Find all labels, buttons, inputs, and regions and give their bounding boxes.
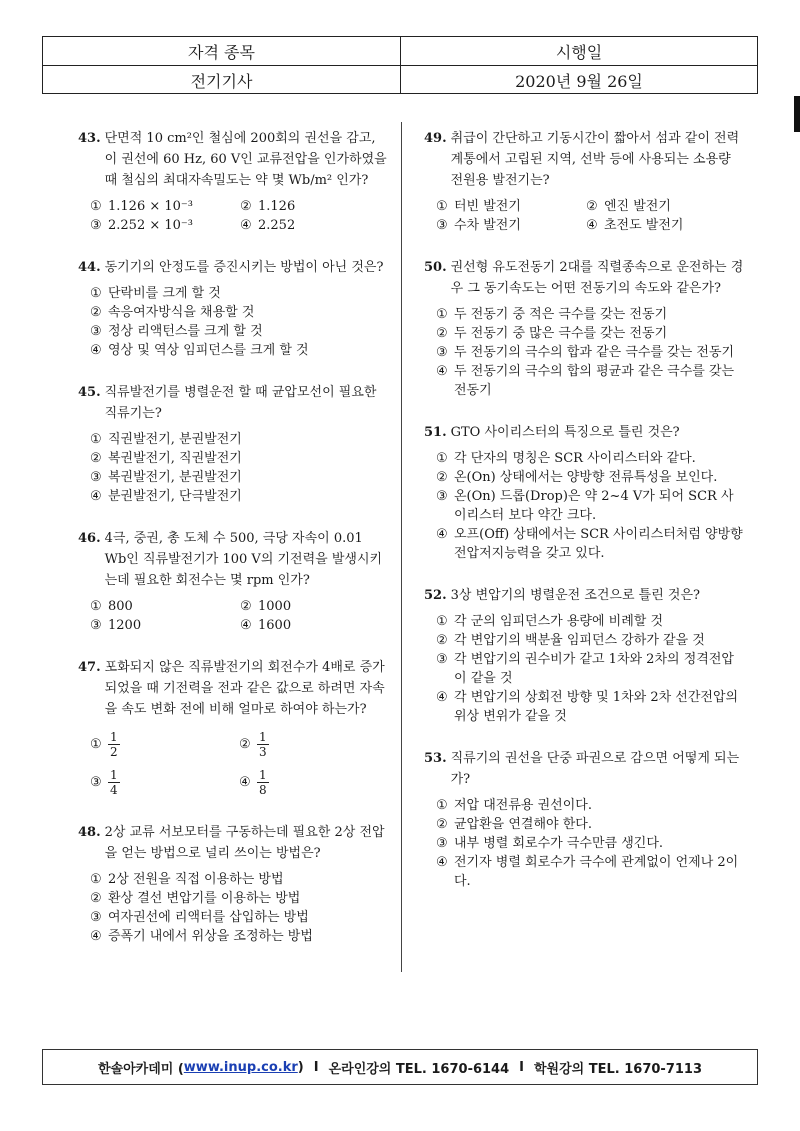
option-mark: ① — [436, 307, 448, 322]
option-2[interactable] — [90, 889, 388, 908]
option-4[interactable] — [436, 688, 744, 726]
option-text: 오프(Off) 상태에서는 SCR 사이리스터처럼 양방향 전압저지능력을 갖고 있다. — [454, 527, 743, 561]
option-2[interactable] — [436, 324, 744, 343]
question-text: 4극, 중권, 총 도체 수 500, 극당 자속이 0.01 Wb인 직류발전기가 100 V의 기전력을 발생시키는데 필요한 회전수는 몇 rpm 인가? — [104, 531, 383, 588]
question-43 — [78, 128, 388, 235]
question-53 — [424, 748, 744, 891]
option-text: 분권발전기, 단극발전기 — [108, 489, 242, 504]
question-number: 47. — [78, 660, 101, 675]
option-list — [90, 430, 388, 506]
option-4[interactable] — [90, 341, 388, 360]
option-list — [90, 726, 388, 800]
footer-academy-close: ) — [297, 1059, 304, 1075]
option-mark: ③ — [436, 489, 448, 504]
option-text: 두 전동기의 극수의 합의 평균과 같은 극수를 갖는 전동기 — [454, 364, 735, 398]
option-mark: ② — [436, 470, 448, 485]
option-3[interactable] — [90, 216, 240, 235]
question-number: 49. — [424, 131, 447, 146]
option-mark: ③ — [436, 836, 448, 851]
option-4[interactable] — [239, 768, 388, 797]
option-list — [436, 197, 744, 235]
option-list — [90, 597, 388, 635]
option-text: 엔진 발전기 — [604, 199, 671, 214]
option-mark: ③ — [436, 345, 448, 360]
fraction-denominator: 8 — [259, 782, 267, 797]
option-text: 각 단자의 명칭은 SCR 사이리스터와 같다. — [454, 451, 696, 466]
option-3[interactable] — [436, 343, 744, 362]
option-3[interactable] — [90, 322, 388, 341]
option-mark: ④ — [90, 343, 102, 358]
option-mark: ② — [436, 326, 448, 341]
option-2[interactable] — [90, 449, 388, 468]
option-mark: ③ — [90, 218, 102, 233]
option-text: 환상 결선 변압기를 이용하는 방법 — [108, 891, 301, 906]
option-mark: ① — [436, 451, 448, 466]
fraction-numerator: 1 — [259, 767, 267, 782]
question-text: GTO 사이리스터의 특징으로 틀린 것은? — [450, 425, 680, 440]
option-3[interactable] — [436, 834, 744, 853]
option-1[interactable] — [90, 870, 388, 889]
option-2[interactable] — [436, 815, 744, 834]
right-column — [424, 128, 744, 913]
option-text: 각 변압기의 백분율 임피던스 강하가 같을 것 — [454, 633, 705, 648]
option-3[interactable] — [436, 216, 586, 235]
option-mark: ① — [436, 199, 448, 214]
option-list — [436, 612, 744, 726]
option-mark: ④ — [239, 774, 251, 790]
option-mark: ① — [90, 736, 102, 752]
option-3[interactable] — [90, 908, 388, 927]
option-mark: ③ — [436, 652, 448, 667]
fraction — [257, 768, 269, 797]
question-text: 2상 교류 서보모터를 구동하는데 필요한 2상 전압을 얻는 방법으로 널리 쓰이는 방법은? — [104, 825, 385, 861]
fraction — [257, 730, 269, 759]
option-text: 2.252 × 10⁻³ — [108, 218, 193, 233]
option-4[interactable] — [90, 487, 388, 506]
question-text: 직류기의 권선을 단중 파권으로 감으면 어떻게 되는가? — [450, 751, 740, 787]
question-number: 43. — [78, 131, 101, 146]
fraction-denominator: 3 — [259, 744, 267, 759]
option-mark: ② — [436, 817, 448, 832]
option-3[interactable] — [90, 468, 388, 487]
header-label-date: 시행일 — [400, 37, 757, 65]
fraction — [108, 768, 120, 797]
option-mark: ① — [436, 614, 448, 629]
header-date-value: 2020년 9월 26일 — [400, 66, 757, 94]
option-1[interactable] — [90, 430, 388, 449]
fraction-numerator: 1 — [110, 767, 118, 782]
option-text: 2.252 — [258, 218, 296, 233]
option-text: 두 전동기 중 많은 극수를 갖는 전동기 — [454, 326, 668, 341]
option-mark: ④ — [436, 527, 448, 542]
option-text: 각 변압기의 권수비가 같고 1차와 2차의 정격전압이 같을 것 — [454, 652, 734, 686]
option-text: 두 전동기 중 적은 극수를 갖는 전동기 — [454, 307, 668, 322]
fraction-numerator: 1 — [259, 729, 267, 744]
option-text: 각 군의 임피던스가 용량에 비례할 것 — [454, 614, 664, 629]
option-text: 복권발전기, 분권발전기 — [108, 470, 242, 485]
option-2[interactable] — [586, 197, 736, 216]
question-text: 직류발전기를 병렬운전 할 때 균압모선이 필요한 직류기는? — [104, 385, 377, 421]
question-number: 52. — [424, 588, 447, 603]
option-1[interactable] — [436, 796, 744, 815]
question-45 — [78, 382, 388, 506]
option-text: 전기자 병렬 회로수가 극수에 관계없이 언제나 2이다. — [454, 855, 739, 889]
question-text: 단면적 10 cm²인 철심에 200회의 권선을 감고, 이 권선에 60 Hz, 60 V인 교류전압을 인가하였을 때 철심의 최대자속밀도는 약 몇 Wb/m² 인가? — [104, 131, 387, 188]
option-1[interactable] — [90, 597, 240, 616]
option-mark: ① — [90, 286, 102, 301]
question-text: 포화되지 않은 직류발전기의 회전수가 4배로 증가되었을 때 기전력을 전과 같은 값으로 하려면 자속을 속도 변화 전에 비해 얼마로 하여야 하는가? — [104, 660, 385, 717]
question-number: 50. — [424, 260, 447, 275]
option-text: 속응여자방식을 채용할 것 — [108, 305, 255, 320]
fraction — [108, 730, 120, 759]
option-mark: ② — [586, 199, 598, 214]
exam-header-table — [42, 36, 758, 94]
option-mark: ② — [239, 736, 251, 752]
question-text: 취급이 간단하고 기동시간이 짧아서 섬과 같이 전력계통에서 고립된 지역, 선박 등에 사용되는 소용량 전원용 발전기는? — [450, 131, 740, 188]
left-column — [78, 128, 388, 968]
option-mark: ② — [240, 599, 252, 614]
question-46 — [78, 528, 388, 635]
option-text: 균압환을 연결해야 한다. — [454, 817, 592, 832]
header-subject-value: 전기기사 — [190, 71, 253, 91]
question-49 — [424, 128, 744, 235]
option-text: 영상 및 역상 임피던스를 크게 할 것 — [108, 343, 309, 358]
question-50 — [424, 257, 744, 400]
option-mark: ① — [90, 599, 102, 614]
option-2[interactable] — [436, 631, 744, 650]
header-row-labels — [43, 37, 757, 65]
question-number: 51. — [424, 425, 447, 440]
option-mark: ③ — [90, 774, 102, 790]
option-2[interactable] — [90, 303, 388, 322]
option-mark: ④ — [436, 364, 448, 379]
option-1[interactable] — [436, 197, 586, 216]
option-mark: ② — [90, 305, 102, 320]
option-text: 1600 — [258, 618, 292, 633]
question-number: 44. — [78, 260, 101, 275]
option-3[interactable] — [90, 768, 239, 797]
option-text: 1000 — [258, 599, 292, 614]
option-4[interactable] — [436, 362, 744, 400]
option-text: 800 — [108, 599, 133, 614]
option-mark: ③ — [90, 910, 102, 925]
option-4[interactable] — [240, 216, 390, 235]
option-mark: ④ — [90, 929, 102, 944]
option-4[interactable] — [586, 216, 736, 235]
header-row-values — [43, 65, 757, 94]
option-text: 1.126 × 10⁻³ — [108, 199, 193, 214]
option-4[interactable] — [436, 853, 744, 891]
option-text: 여자권선에 리액터를 삽입하는 방법 — [108, 910, 309, 925]
option-list — [90, 197, 388, 235]
option-4[interactable] — [436, 525, 744, 563]
option-4[interactable] — [240, 616, 390, 635]
option-text: 초전도 발전기 — [604, 218, 684, 233]
fraction-denominator: 4 — [110, 782, 118, 797]
question-text: 권선형 유도전동기 2대를 직렬종속으로 운전하는 경우 그 동기속도는 어떤 전동기의 속도와 같은가? — [450, 260, 744, 296]
option-text: 1200 — [108, 618, 142, 633]
option-list — [436, 796, 744, 891]
option-mark: ① — [436, 798, 448, 813]
footer-online-phone: 온라인강의 TEL. 1670-6144 — [328, 1061, 510, 1077]
option-list — [436, 305, 744, 400]
option-text: 온(On) 상태에서는 양방향 전류특성을 보인다. — [454, 470, 718, 485]
column-divider — [401, 122, 402, 972]
question-number: 48. — [78, 825, 101, 840]
footer-bar — [42, 1049, 758, 1085]
question-text: 동기기의 안정도를 증진시키는 방법이 아닌 것은? — [104, 260, 384, 275]
option-mark: ④ — [240, 218, 252, 233]
option-2[interactable] — [240, 197, 390, 216]
option-2[interactable] — [240, 597, 390, 616]
option-text: 내부 병렬 회로수가 극수만큼 생긴다. — [454, 836, 664, 851]
option-3[interactable] — [436, 487, 744, 525]
option-mark: ① — [90, 199, 102, 214]
question-number: 45. — [78, 385, 101, 400]
question-51 — [424, 422, 744, 563]
footer-separator: I — [313, 1059, 319, 1075]
question-text: 3상 변압기의 병렬운전 조건으로 틀린 것은? — [450, 588, 701, 603]
option-1[interactable] — [436, 305, 744, 324]
footer-academy-name: 한솔아카데미 ( — [97, 1061, 184, 1077]
page-edge-mark — [794, 96, 800, 132]
option-text: 터빈 발전기 — [454, 199, 521, 214]
option-3[interactable] — [436, 650, 744, 688]
option-text: 2상 전원을 직접 이용하는 방법 — [108, 872, 284, 887]
option-2[interactable] — [436, 468, 744, 487]
option-1[interactable] — [90, 284, 388, 303]
option-text: 정상 리액턴스를 크게 할 것 — [108, 324, 263, 339]
question-number: 46. — [78, 531, 101, 546]
footer-offline-phone: 학원강의 TEL. 1670-7113 — [534, 1061, 703, 1077]
option-text: 수차 발전기 — [454, 218, 521, 233]
question-52 — [424, 585, 744, 726]
option-text: 저압 대전류용 권선이다. — [454, 798, 592, 813]
question-47 — [78, 657, 388, 800]
option-text: 각 변압기의 상회전 방향 및 1차와 2차 선간전압의 위상 변위가 같을 것 — [454, 690, 739, 724]
option-text: 온(On) 드롭(Drop)은 약 2~4 V가 되어 SCR 사이리스터 보다 약간 크다. — [454, 489, 734, 523]
option-mark: ② — [90, 891, 102, 906]
option-text: 두 전동기의 극수의 합과 같은 극수를 갖는 전동기 — [454, 345, 735, 360]
option-mark: ④ — [240, 618, 252, 633]
option-1[interactable] — [90, 197, 240, 216]
option-list — [436, 449, 744, 563]
option-4[interactable] — [90, 927, 388, 946]
question-48 — [78, 822, 388, 946]
option-mark: ② — [240, 199, 252, 214]
option-list — [90, 284, 388, 360]
fraction-numerator: 1 — [110, 729, 118, 744]
option-text: 직권발전기, 분권발전기 — [108, 432, 242, 447]
header-label-subject: 자격 종목 — [188, 42, 255, 62]
option-mark: ② — [436, 633, 448, 648]
option-text: 증폭기 내에서 위상을 조정하는 방법 — [108, 929, 313, 944]
option-1[interactable] — [436, 449, 744, 468]
option-mark: ④ — [90, 489, 102, 504]
option-mark: ③ — [90, 470, 102, 485]
option-mark: ① — [90, 872, 102, 887]
option-1[interactable] — [436, 612, 744, 631]
option-list — [90, 870, 388, 946]
option-1[interactable] — [90, 730, 239, 759]
option-mark: ③ — [90, 618, 102, 633]
question-44 — [78, 257, 388, 360]
option-mark: ① — [90, 432, 102, 447]
footer-website-link[interactable]: www.inup.co.kr — [183, 1059, 298, 1075]
option-text: 복권발전기, 직권발전기 — [108, 451, 242, 466]
option-mark: ④ — [436, 855, 448, 870]
option-mark: ④ — [436, 690, 448, 705]
option-2[interactable] — [239, 730, 388, 759]
option-text: 1.126 — [258, 199, 296, 214]
footer-separator: I — [519, 1059, 524, 1075]
option-mark: ③ — [90, 324, 102, 339]
fraction-denominator: 2 — [110, 744, 118, 759]
question-number: 53. — [424, 751, 447, 766]
option-mark: ④ — [586, 218, 598, 233]
option-mark: ② — [90, 451, 102, 466]
option-text: 단락비를 크게 할 것 — [108, 286, 221, 301]
option-mark: ③ — [436, 218, 448, 233]
option-3[interactable] — [90, 616, 240, 635]
